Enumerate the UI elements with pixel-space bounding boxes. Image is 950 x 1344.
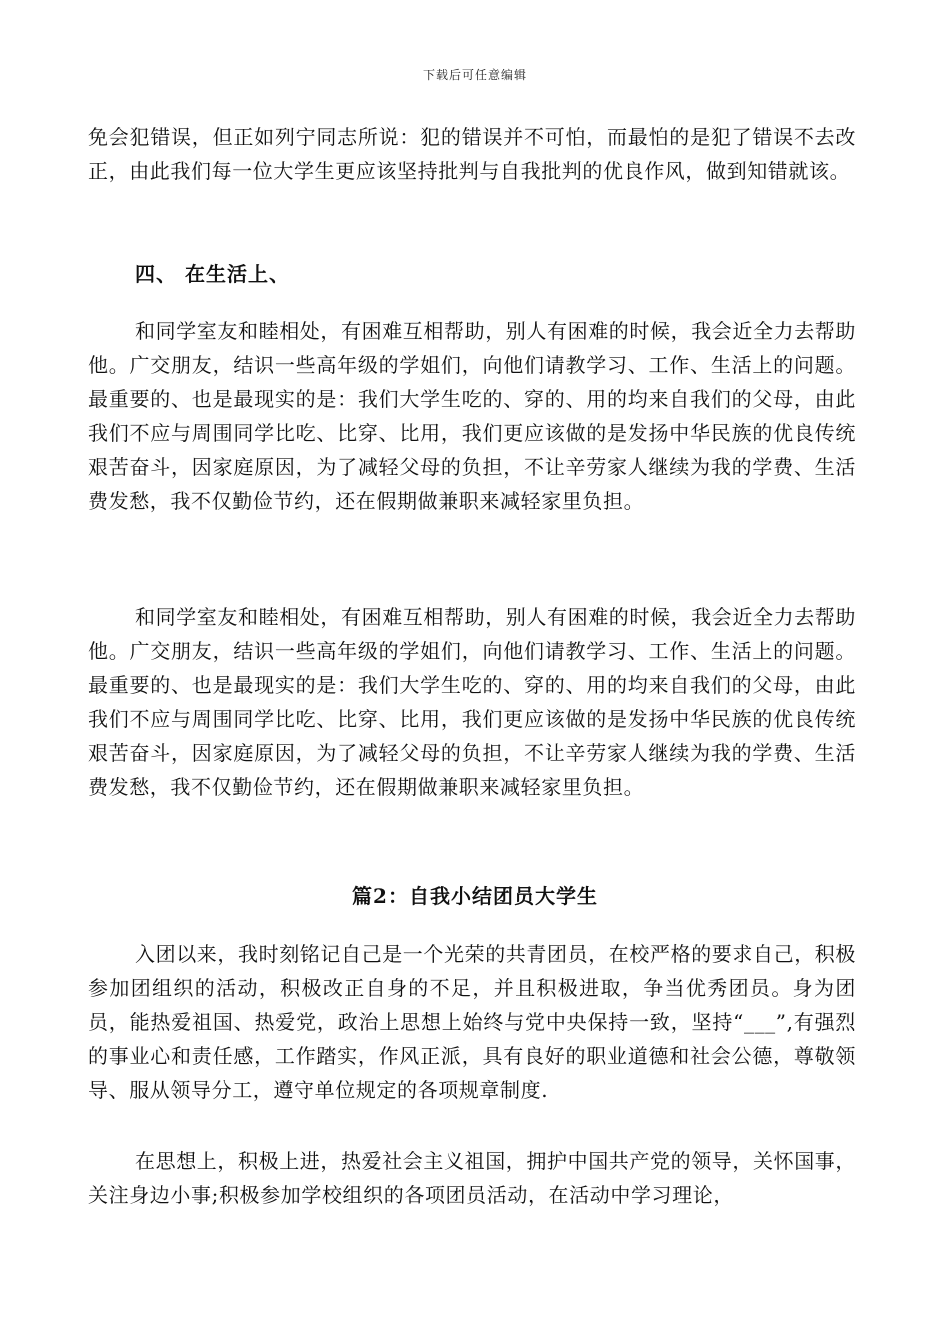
paragraph-text: 免会犯错误，但正如列宁同志所说：犯的错误并不可怕，而最怕的是犯了错误不去改正，由此我们每一位大学生更应该坚持批判与自我批判的优良作风，做到知错就该。	[88, 125, 856, 183]
paragraph-text: 和同学室友和睦相处，有困难互相帮助，别人有困难的时候，我会近全力去帮助他。广交朋友，结识一些高年级的学姐们，向他们请教学习、工作、生活上的问题。最重要的、也是最现实的是：我们大学生吃的、穿的、用的均来自我们的父母，由此我们不应与周围同学比吃、比穿、比用，我们更应该做的是发扬中华民族的优良传统艰苦奋斗，因家庭原因，为了减轻父母的负担，不让辛劳家人继续为我的学费、生活费发愁，我不仅勤俭节约，还在假期做兼职来减轻家里负担。	[88, 319, 856, 513]
paragraph-thought	[88, 1144, 856, 1212]
paragraph-text: 和同学室友和睦相处，有困难互相帮助，别人有困难的时候，我会近全力去帮助他。广交朋友，结识一些高年级的学姐们，向他们请教学习、工作、生活上的问题。最重要的、也是最现实的是：我们大学生吃的、穿的、用的均来自我们的父母，由此我们不应与周围同学比吃、比穿、比用，我们更应该做的是发扬中华民族的优良传统艰苦奋斗，因家庭原因，为了减轻父母的负担，不让辛劳家人继续为我的学费、生活费发愁，我不仅勤俭节约，还在假期做兼职来减轻家里负担。	[88, 605, 856, 799]
paragraph-life-1	[88, 314, 856, 518]
paragraph-text: 入团以来，我时刻铭记自己是一个光荣的共青团员，在校严格的要求自己，积极参加团组织的活动，积极改正自身的不足，并且积极进取，争当优秀团员。身为团员，能热爱祖国、热爱党，政治上思想上始终与党中央保持一致，坚持“___”,有强烈的事业心和责任感，工作踏实，作风正派，具有良好的职业道德和社会公德，尊敬领导、服从领导分工，遵守单位规定的各项规章制度.	[88, 942, 856, 1102]
header-note: 下载后可任意编辑	[422, 68, 527, 82]
article-title: 篇2：自我小结团员大学生	[352, 884, 598, 908]
paragraph-life-2	[88, 600, 856, 804]
paragraph-text: 在思想上，积极上进，热爱社会主义祖国，拥护中国共产党的领导，关怀国事，关注身边小事;积极参加学校组织的各项团员活动，在活动中学习理论，	[88, 1149, 856, 1207]
paragraph-continuation	[88, 120, 856, 188]
paragraph-membership	[88, 937, 856, 1107]
section-heading-life: 四、 在生活上、	[135, 262, 290, 286]
